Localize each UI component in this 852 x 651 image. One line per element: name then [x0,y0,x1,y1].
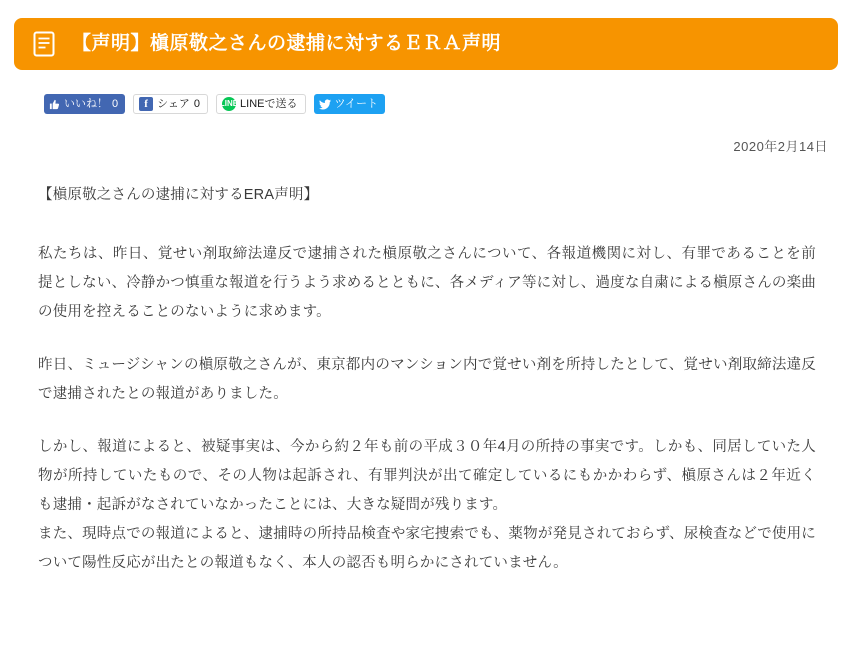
twitter-bird-icon [319,99,331,110]
document-icon [32,30,56,58]
facebook-like-label: いいね！ [64,97,108,110]
twitter-tweet-label: ツイート [334,97,378,110]
facebook-like-count: 0 [112,97,119,110]
facebook-share-button[interactable] [133,94,208,114]
facebook-share-count: 0 [193,97,201,110]
share-button-row [44,94,852,114]
line-icon: LINE [222,97,236,111]
article-paragraph: 私たちは、昨日、覚せい剤取締法違反で逮捕された槇原敬之さんについて、各報道機関に対し、有罪であることを前提としない、冷静かつ慎重な報道を行うよう求めるとともに、各メディア等に対し、過度な自粛による槇原さんの楽曲の使用を控えることのないように求めます。 [38,246,816,320]
page-title: 【声明】槇原敬之さんの逮捕に対するＥＲＡ声明 [72,32,502,54]
article-lead: 【槇原敬之さんの逮捕に対するERA声明】 [38,187,319,203]
line-share-label: LINEで送る [240,97,298,110]
facebook-icon: f [139,97,153,111]
line-share-button[interactable] [216,94,305,114]
publish-date: 2020年2月14日 [733,139,828,154]
facebook-like-button[interactable] [44,94,125,114]
article-paragraph: しかし、報道によると、被疑事実は、今から約２年も前の平成３０年4月の所持の事実です。しかも、同居していた人物が所持していたもので、その人物は起訴され、有罪判決が出て確定しているにもかかわらず、槇原さんは２年近くも逮捕・起訴がなされていなかったことには、大きな疑問が残ります。 [38,439,816,513]
facebook-share-label: シェア [157,97,190,110]
article-page [0,18,852,651]
article-paragraph: また、現時点での報道によると、逮捕時の所持品検査や家宅捜索でも、薬物が発見されておらず、尿検査などで使用について陽性反応が出たとの報道もなく、本人の認否も明らかにされていません。 [38,526,816,571]
twitter-tweet-button[interactable] [314,94,385,114]
article-paragraph: 昨日、ミュージシャンの槇原敬之さんが、東京都内のマンション内で覚せい剤を所持したとして、覚せい剤取締法違反で逮捕されたとの報道がありました。 [38,357,816,402]
thumbs-up-icon [49,99,60,110]
article-body [38,181,816,578]
page-title-bar [14,18,838,70]
